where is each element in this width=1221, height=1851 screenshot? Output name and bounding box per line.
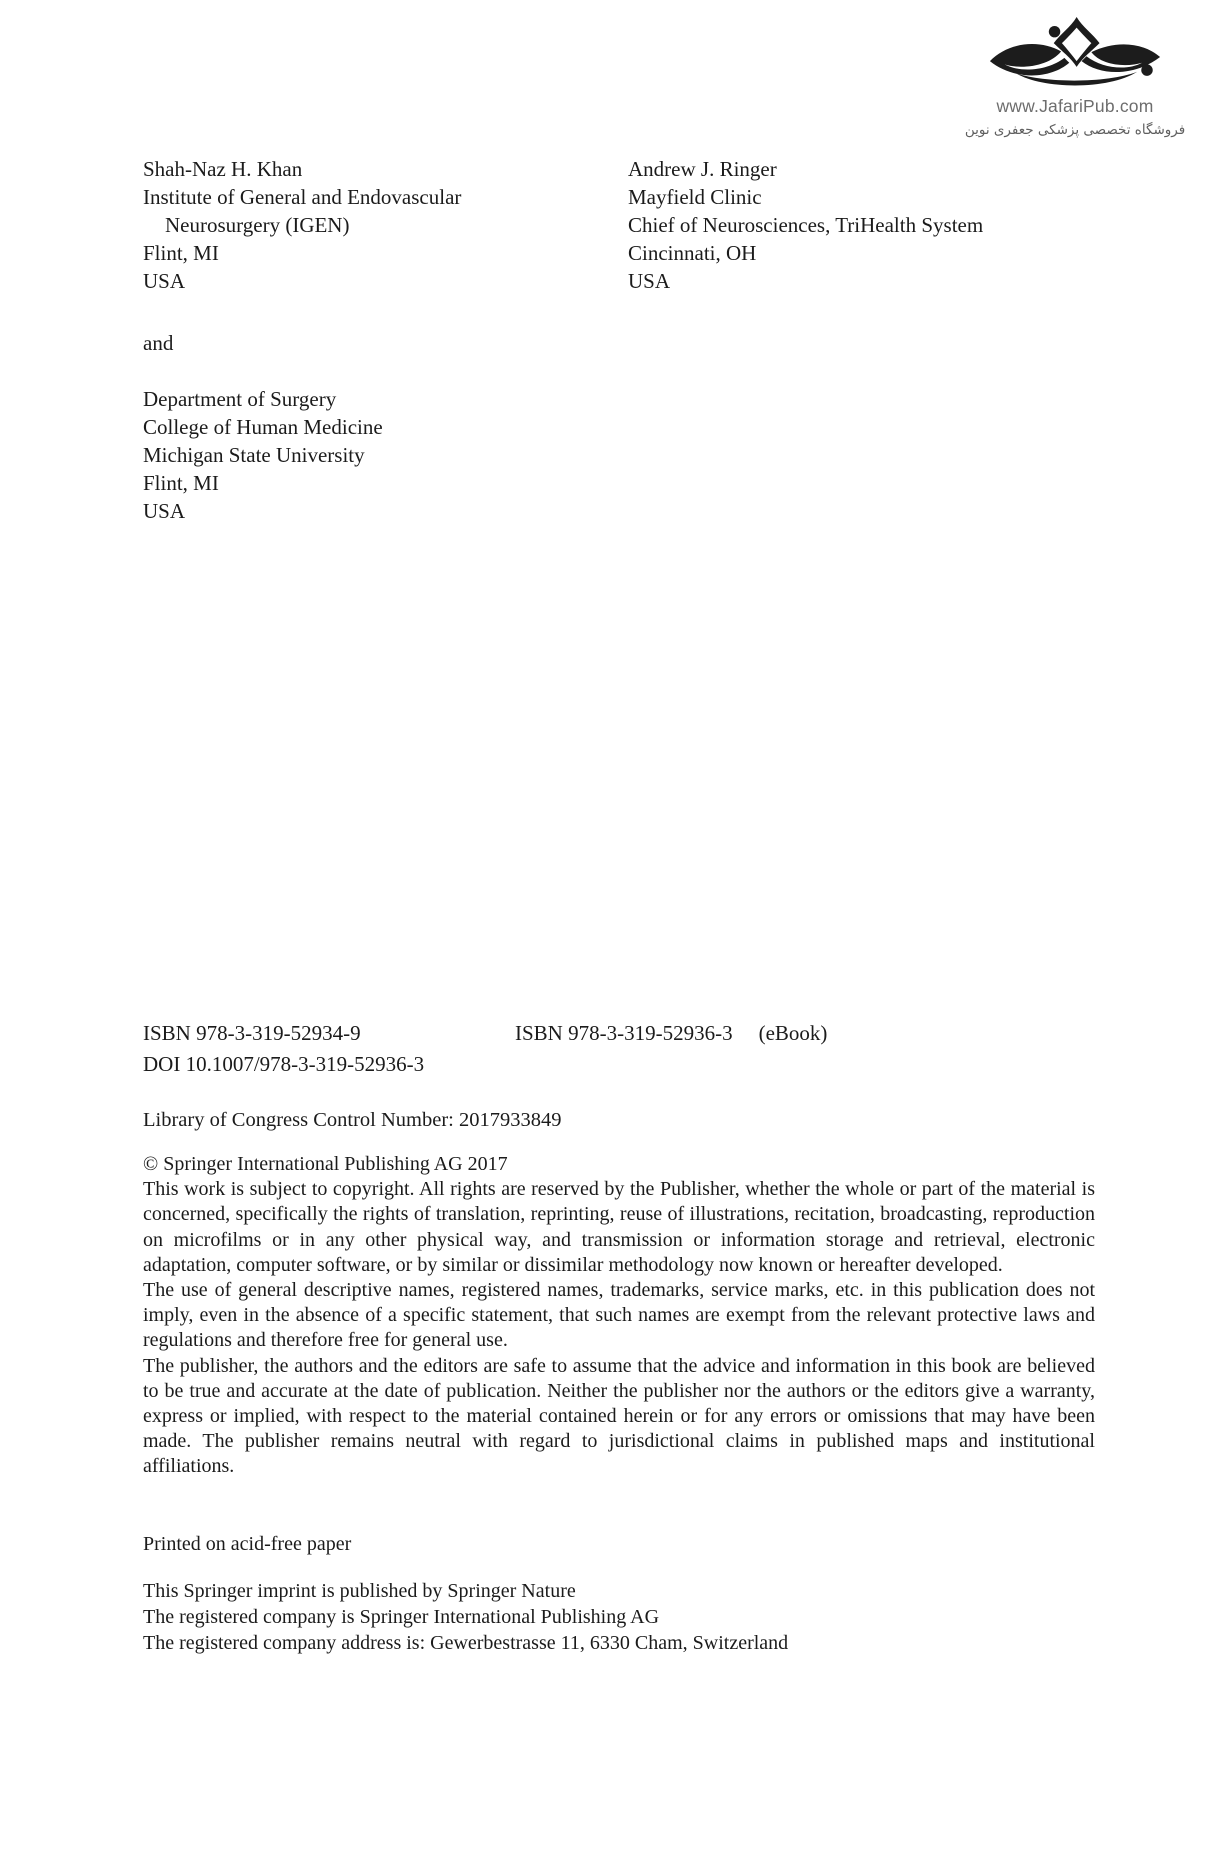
ebook-label: (eBook) xyxy=(758,1021,828,1045)
legal-paragraph: The publisher, the authors and the editors are safe to assume that the advice and information in this book are believed to be true and accurate at the date of publication. Neither the publisher nor the authors or the editors give a warranty, express or implied, with respect to the material contained herein or for any errors or omissions that may have been made. The publisher remains neutral with regard to jurisdictional claims in published maps and institutional affiliations. xyxy=(143,1354,1095,1478)
affiliation-line: College of Human Medicine xyxy=(143,415,383,439)
affiliation-connector: and xyxy=(143,331,174,355)
affiliation-line: Neurosurgery (IGEN) xyxy=(165,213,350,237)
affiliation-khan xyxy=(143,155,628,295)
isbn-row xyxy=(143,1018,1095,1049)
author-name: Shah-Naz H. Khan xyxy=(143,157,303,181)
doi-line: DOI 10.1007/978-3-319-52936-3 xyxy=(143,1052,425,1076)
affiliation-country: USA xyxy=(143,499,186,523)
isbn-print: ISBN 978-3-319-52934-9 xyxy=(143,1021,361,1045)
affiliation-line: Department of Surgery xyxy=(143,387,337,411)
printed-note: Printed on acid-free paper xyxy=(143,1533,352,1555)
affiliation-line: Institute of General and Endovascular xyxy=(143,185,462,209)
affiliation-line: Michigan State University xyxy=(143,443,365,467)
affiliation-country: USA xyxy=(143,269,186,293)
affiliation-line: Mayfield Clinic xyxy=(628,185,762,209)
affiliation-msu xyxy=(143,385,383,525)
isbn-ebook: ISBN 978-3-319-52936-3 xyxy=(515,1021,733,1045)
isbn-block xyxy=(143,1018,1095,1080)
imprint-line: The registered company is Springer International Publishing AG xyxy=(143,1606,660,1628)
affiliation-city: Flint, MI xyxy=(143,241,219,265)
affiliation-city: Cincinnati, OH xyxy=(628,241,757,265)
imprint-block xyxy=(143,1578,1095,1656)
publisher-logo xyxy=(963,16,1187,138)
affiliation-line: Chief of Neurosciences, TriHealth System xyxy=(628,213,984,237)
affiliation-city: Flint, MI xyxy=(143,471,219,495)
legal-block xyxy=(143,1152,1095,1480)
imprint-line: This Springer imprint is published by Springer Nature xyxy=(143,1580,576,1602)
imprint-line: The registered company address is: Gewerbestrasse 11, 6330 Cham, Switzerland xyxy=(143,1632,789,1654)
affiliation-ringer xyxy=(628,155,1095,295)
affiliation-country: USA xyxy=(628,269,671,293)
author-affiliations xyxy=(143,155,1095,295)
logo-website-url: www.JafariPub.com xyxy=(996,96,1154,116)
legal-paragraph: The use of general descriptive names, registered names, trademarks, service marks, etc. in this publication does not imply, even in the absence of a specific statement, that such names are exempt from the relevant protective laws and regulations and therefore free for general use. xyxy=(143,1279,1095,1352)
author-name: Andrew J. Ringer xyxy=(628,157,777,181)
copyright-notice: © Springer International Publishing AG 2017 xyxy=(143,1153,508,1175)
jafaripub-calligraphy-icon xyxy=(985,16,1165,94)
legal-paragraph: This work is subject to copyright. All rights are reserved by the Publisher, whether the whole or part of the material is concerned, specifically the rights of translation, reprinting, reuse of illustrations, recitation, broadcasting, reproduction on microfilms or in any other physical way, and transmission or information storage and retrieval, electronic adaptation, computer software, or by similar or dissimilar methodology now known or hereafter developed. xyxy=(143,1178,1095,1276)
lccn-line: Library of Congress Control Number: 2017933849 xyxy=(143,1109,562,1131)
logo-persian-tagline: فروشگاه تخصصی پزشکی جعفری نوین xyxy=(964,122,1186,138)
